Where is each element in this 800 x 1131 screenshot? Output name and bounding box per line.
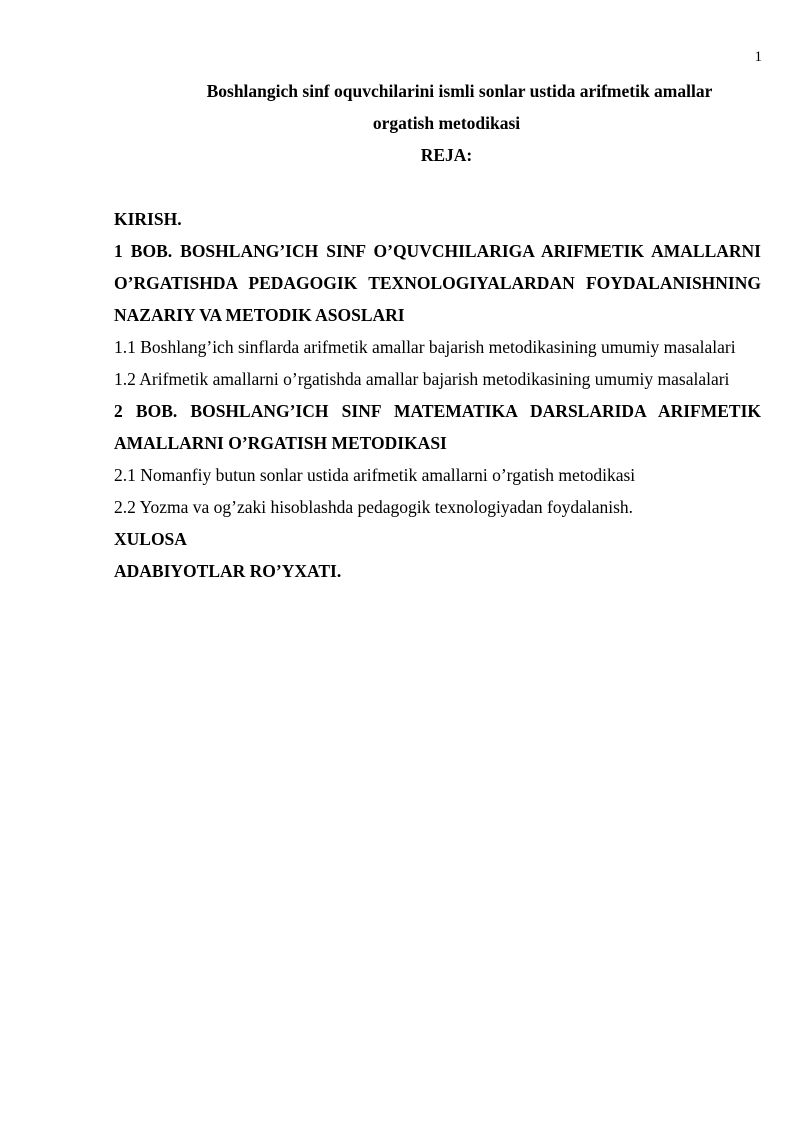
toc-chapter-2: 2 BOB. BOSHLANG’ICH SINF MATEMATIKA DARSLARIDA ARIFMETIK AMALLARNI O’RGATISH METODIKASI (114, 401, 761, 453)
document-title-line-2: orgatish metodikasi (372, 113, 521, 133)
toc-section-1-2: 1.2 Arifmetik amallarni o’rgatishda amallar bajarish metodikasining umumiy masalalari (114, 369, 730, 389)
toc-section-1-1: 1.1 Boshlang’ich sinflarda arifmetik amallar bajarish metodikasining umumiy masalalari (114, 337, 736, 357)
toc-section-2-1: 2.1 Nomanfiy butun sonlar ustida arifmetik amallarni o’rgatish metodikasi (114, 465, 636, 485)
page-number: 1 (754, 49, 762, 65)
document-title-block (114, 75, 761, 171)
toc-references: ADABIYOTLAR RO’YXATI. (114, 561, 342, 581)
toc-conclusion: XULOSA (114, 529, 187, 549)
toc-intro: KIRISH. (114, 209, 182, 229)
toc-chapter-1: 1 BOB. BOSHLANG’ICH SINF O’QUVCHILARIGA ARIFMETIK AMALLARNI O’RGATISHDA PEDAGOGIK TEXNOLOGIYALARDAN FOYDALANISHNING NAZARIY VA METODIK ASOSLARI (114, 241, 761, 325)
document-title-line-1: Boshlangich sinf oquvchilarini ismli sonlar ustida arifmetik amallar (206, 81, 713, 101)
table-of-contents (114, 203, 761, 587)
plan-heading: REJA: (420, 145, 473, 165)
toc-section-2-2: 2.2 Yozma va og’zaki hisoblashda pedagogik texnologiyadan foydalanish. (114, 497, 634, 517)
